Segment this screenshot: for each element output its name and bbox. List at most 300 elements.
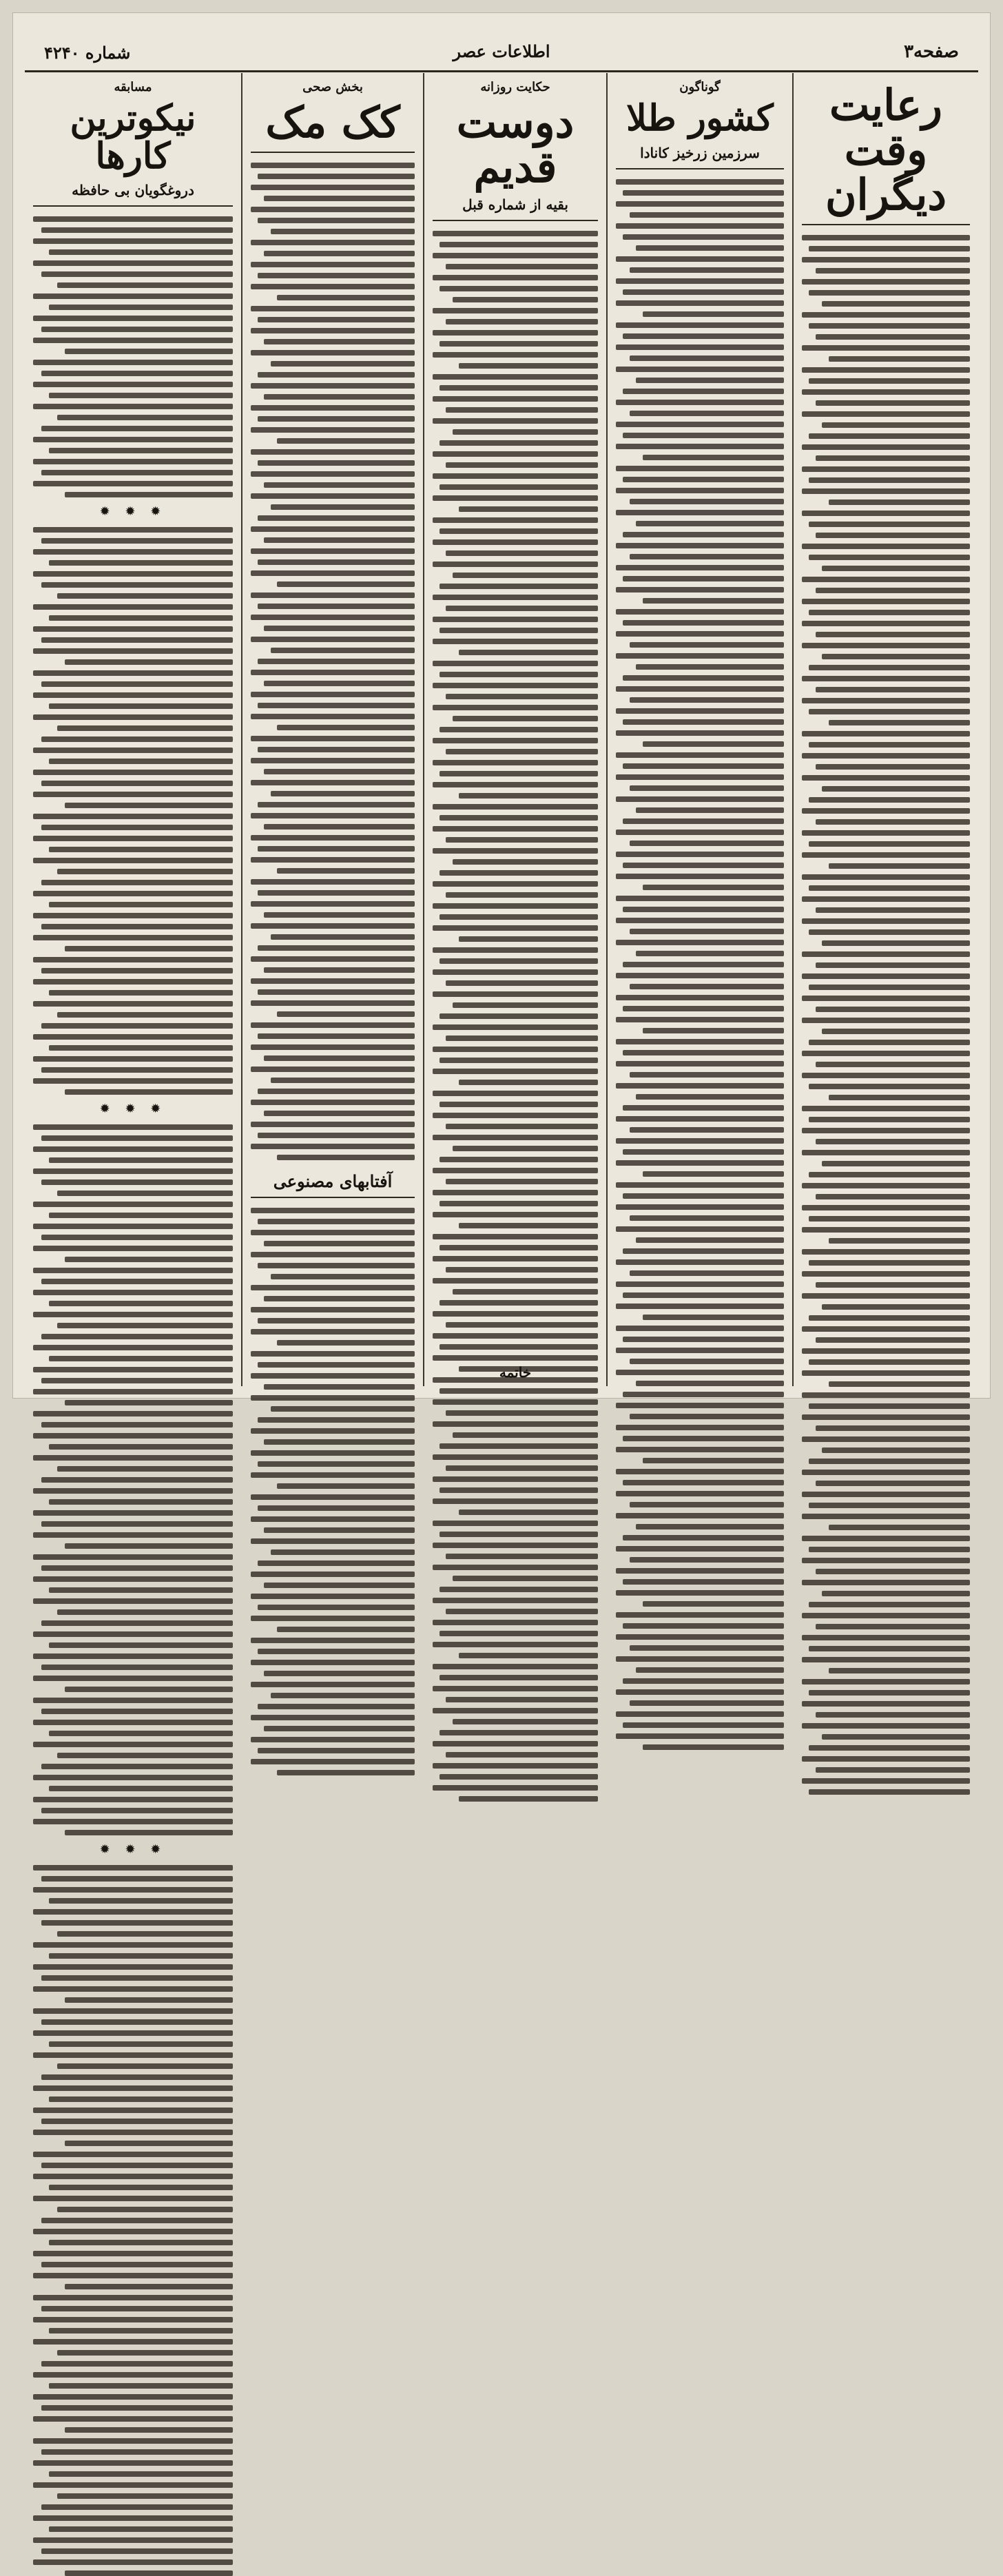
body-line [49, 2471, 233, 2477]
body-line [440, 1013, 598, 1019]
body-line [251, 526, 415, 532]
body-line [41, 2449, 233, 2455]
body-line [251, 1660, 415, 1665]
body-line [802, 621, 970, 626]
body-line [41, 2074, 233, 2080]
body-line [49, 847, 233, 852]
body-line [33, 714, 233, 720]
body-line [41, 924, 233, 929]
body-line [33, 1124, 233, 1130]
body-line [33, 2130, 233, 2135]
body-line [41, 1808, 233, 1813]
body-line [802, 1271, 970, 1277]
body-line [809, 742, 970, 748]
body-line [802, 1051, 970, 1056]
body-line [251, 1638, 415, 1643]
body-line [433, 231, 598, 236]
body-line [433, 451, 598, 457]
body-line [49, 1499, 233, 1505]
body-line [809, 1216, 970, 1222]
body-line [433, 925, 598, 931]
body-line [33, 935, 233, 940]
body-line [251, 1122, 415, 1127]
body-line [33, 571, 233, 577]
body-line [65, 349, 233, 354]
body-line [41, 2361, 233, 2367]
body-line [264, 394, 415, 400]
column-5 [25, 73, 241, 1857]
body-line [41, 1620, 233, 1626]
body-line [630, 1359, 784, 1364]
body-line [616, 444, 784, 449]
body-line [616, 278, 784, 284]
body-line [446, 1697, 598, 1702]
body-line [440, 1344, 598, 1350]
body-line [41, 1709, 233, 1714]
body-line [33, 481, 233, 486]
body-line [33, 2438, 233, 2444]
body-line [33, 1653, 233, 1659]
body-line [251, 1285, 415, 1290]
body-line [41, 470, 233, 475]
body-line [616, 1017, 784, 1022]
newspaper-page [12, 12, 991, 1857]
body-line [41, 2262, 233, 2267]
body-line [440, 286, 598, 291]
column-2-section-label: گوناگون [679, 80, 721, 94]
body-line [57, 1323, 233, 1328]
body-line [446, 1267, 598, 1272]
body-line [433, 1454, 598, 1460]
body-line [433, 1565, 598, 1570]
body-line [41, 2119, 233, 2124]
body-line [258, 802, 415, 807]
body-line [616, 1634, 784, 1640]
body-line [41, 2218, 233, 2223]
body-line [616, 874, 784, 879]
body-line [802, 1679, 970, 1684]
body-line [49, 560, 233, 566]
body-line [623, 1149, 784, 1155]
body-line [616, 995, 784, 1000]
body-line [41, 426, 233, 431]
column-5-rule [33, 205, 233, 207]
body-line [816, 1007, 970, 1012]
column-5-body-lines-4 [33, 1864, 233, 2576]
body-line [433, 539, 598, 545]
body-line [33, 1576, 233, 1582]
body-line [809, 1503, 970, 1508]
body-line [33, 1488, 233, 1494]
body-line [440, 727, 598, 732]
body-line [65, 1089, 233, 1095]
body-line [33, 1909, 233, 1915]
body-line [802, 411, 970, 417]
body-line [630, 212, 784, 218]
body-line [459, 1509, 598, 1515]
column-3-headline: دوست قدیم [456, 97, 575, 193]
body-line [802, 1348, 970, 1354]
body-line [616, 852, 784, 857]
body-line [440, 1587, 598, 1592]
body-line [33, 1455, 233, 1461]
body-line [433, 1741, 598, 1746]
body-line [616, 1281, 784, 1287]
body-line [277, 1340, 415, 1346]
body-line [630, 697, 784, 703]
body-line [251, 813, 415, 818]
body-line [616, 1182, 784, 1188]
body-line [453, 1576, 598, 1581]
body-line [264, 537, 415, 543]
body-line [616, 1612, 784, 1618]
body-line [440, 1201, 598, 1206]
body-line [65, 2284, 233, 2289]
body-line [446, 1322, 598, 1328]
body-line [643, 598, 784, 604]
body-line [816, 632, 970, 637]
body-line [33, 836, 233, 841]
body-line [440, 1532, 598, 1537]
body-line [822, 1304, 970, 1310]
body-line [453, 1146, 598, 1151]
body-line [251, 901, 415, 907]
body-line [33, 2085, 233, 2091]
body-line [802, 973, 970, 979]
body-line [57, 2493, 233, 2499]
body-line [33, 1942, 233, 1948]
body-line [802, 1778, 970, 1784]
body-line [33, 1146, 233, 1152]
body-line [258, 659, 415, 664]
body-line [49, 703, 233, 709]
body-line [33, 549, 233, 555]
body-line [623, 962, 784, 967]
body-line [433, 1421, 598, 1427]
body-line [41, 637, 233, 643]
body-line [33, 1631, 233, 1637]
body-line [33, 1986, 233, 1992]
body-line [636, 1237, 784, 1243]
body-line [271, 1549, 415, 1555]
body-line [33, 979, 233, 985]
column-2-headline: کشور طلا [626, 97, 774, 139]
column-2 [606, 73, 792, 1386]
body-line [459, 363, 598, 369]
body-line [440, 242, 598, 247]
body-line [616, 1083, 784, 1089]
body-line [809, 929, 970, 935]
column-3 [423, 73, 606, 1386]
body-line [33, 1797, 233, 1802]
body-line [802, 1580, 970, 1585]
body-line [809, 1745, 970, 1751]
body-line [49, 305, 233, 310]
body-line [643, 1744, 784, 1750]
body-line [41, 1422, 233, 1428]
body-line [809, 665, 970, 670]
body-line [802, 1492, 970, 1497]
body-line [446, 694, 598, 699]
body-line [433, 374, 598, 380]
body-line [616, 940, 784, 945]
body-line [433, 991, 598, 997]
column-4-headline: کک مک [265, 97, 400, 147]
body-line [623, 1105, 784, 1111]
body-line [433, 1476, 598, 1482]
body-line [822, 566, 970, 571]
column-1-body-lines [802, 234, 970, 1795]
body-line [251, 1373, 415, 1379]
body-line [251, 1428, 415, 1434]
body-line [433, 1024, 598, 1030]
body-line [802, 830, 970, 836]
body-line [433, 760, 598, 765]
body-line [258, 218, 415, 223]
body-line [49, 1898, 233, 1904]
body-line [630, 1414, 784, 1419]
body-line [33, 2372, 233, 2378]
body-line [33, 2030, 233, 2036]
body-line [33, 1819, 233, 1824]
body-line [440, 1631, 598, 1636]
body-line [251, 1616, 415, 1621]
body-line [251, 1144, 415, 1149]
body-line [822, 1447, 970, 1453]
body-line [57, 2350, 233, 2356]
body-line [623, 1579, 784, 1585]
body-line [258, 945, 415, 951]
body-line [433, 561, 598, 567]
body-line [41, 538, 233, 544]
body-line [433, 738, 598, 743]
body-line [49, 393, 233, 398]
body-line [616, 1513, 784, 1518]
body-line [816, 907, 970, 913]
body-line [41, 1975, 233, 1981]
column-5-headline: نیکوترین کارها [70, 97, 196, 177]
body-line [41, 1378, 233, 1383]
body-line [33, 1268, 233, 1273]
body-line [271, 648, 415, 653]
body-line [33, 1367, 233, 1372]
body-line [271, 1274, 415, 1279]
body-line [264, 967, 415, 973]
body-line [433, 1399, 598, 1405]
body-line [802, 1635, 970, 1640]
body-line [616, 1733, 784, 1739]
body-line [446, 837, 598, 843]
body-line [809, 1260, 970, 1266]
body-line [636, 951, 784, 956]
body-line [264, 1671, 415, 1676]
body-line [440, 1487, 598, 1493]
body-line [49, 615, 233, 621]
body-line [251, 1682, 415, 1687]
body-line [49, 1444, 233, 1450]
body-line [440, 385, 598, 391]
body-line [440, 1730, 598, 1735]
column-5-body-lines-1 [33, 215, 233, 497]
body-line [65, 1543, 233, 1549]
body-line [440, 584, 598, 589]
body-line [630, 1502, 784, 1507]
body-line [459, 793, 598, 798]
body-line [41, 781, 233, 786]
body-line [816, 455, 970, 461]
body-line [440, 1157, 598, 1162]
body-line [616, 1348, 784, 1353]
body-line [630, 1215, 784, 1221]
body-line [264, 1241, 415, 1246]
body-line [251, 350, 415, 356]
body-line [643, 741, 784, 747]
body-line [809, 1172, 970, 1177]
body-line [258, 273, 415, 278]
body-line [271, 361, 415, 367]
body-line [802, 488, 970, 494]
body-line [809, 1359, 970, 1365]
body-line [264, 1384, 415, 1390]
body-line [33, 1887, 233, 1893]
body-line [630, 1557, 784, 1563]
body-line [433, 903, 598, 909]
body-line [33, 1411, 233, 1416]
body-line [33, 1433, 233, 1439]
body-line [433, 1234, 598, 1239]
body-line [802, 1018, 970, 1023]
body-line [251, 1494, 415, 1500]
body-line [802, 389, 970, 395]
body-line [643, 1315, 784, 1320]
body-line [33, 1775, 233, 1780]
body-line [623, 1193, 784, 1199]
body-line [251, 978, 415, 984]
body-line [33, 692, 233, 698]
body-line [829, 1095, 970, 1100]
body-line [433, 1256, 598, 1261]
body-line [816, 1194, 970, 1199]
body-line [802, 698, 970, 703]
body-line [802, 1536, 970, 1541]
body-line [433, 396, 598, 402]
body-line [433, 1642, 598, 1647]
body-line [446, 1124, 598, 1129]
body-line [802, 996, 970, 1001]
body-line [41, 1023, 233, 1029]
body-line [643, 1171, 784, 1177]
body-line [802, 1183, 970, 1188]
body-line [433, 1091, 598, 1096]
body-line [33, 1345, 233, 1350]
body-line [630, 642, 784, 648]
body-line [816, 1062, 970, 1067]
body-line [616, 256, 784, 262]
body-line [33, 1598, 233, 1604]
body-line [623, 1337, 784, 1342]
body-line [251, 427, 415, 433]
body-line [802, 643, 970, 648]
body-line [33, 2273, 233, 2278]
body-line [829, 356, 970, 362]
column-1-headline: رعایت وقت دیگران [825, 80, 947, 220]
body-line [829, 720, 970, 725]
body-line [822, 786, 970, 792]
body-line [433, 1069, 598, 1074]
body-line [816, 334, 970, 340]
body-line [616, 830, 784, 835]
body-line [433, 1311, 598, 1317]
body-line [33, 792, 233, 797]
column-4-body-lines-bottom [251, 1206, 415, 1775]
body-line [440, 1058, 598, 1063]
body-line [33, 2416, 233, 2422]
body-line [33, 1290, 233, 1295]
body-line [49, 2041, 233, 2047]
body-line [33, 360, 233, 365]
body-line [802, 1514, 970, 1519]
body-line [459, 506, 598, 512]
body-line [251, 1208, 415, 1213]
body-line [809, 1646, 970, 1651]
body-line [258, 372, 415, 378]
body-line [49, 1301, 233, 1306]
body-line [616, 1711, 784, 1717]
body-line [616, 201, 784, 207]
body-line [802, 1249, 970, 1255]
body-line [33, 2052, 233, 2058]
body-line [802, 1756, 970, 1762]
body-line [65, 2427, 233, 2433]
body-line [809, 323, 970, 329]
body-line [433, 517, 598, 523]
body-line [630, 1127, 784, 1133]
body-line [264, 769, 415, 774]
body-line [809, 1084, 970, 1089]
body-line [49, 1045, 233, 1051]
body-line [264, 1583, 415, 1588]
body-line [251, 615, 415, 620]
body-line [809, 885, 970, 891]
body-line [440, 914, 598, 920]
body-line [623, 1480, 784, 1485]
body-line [616, 752, 784, 758]
body-line [816, 1624, 970, 1629]
column-3-bottom-note: خاتمه [499, 1364, 532, 1381]
body-line [49, 2383, 233, 2389]
body-line [264, 1111, 415, 1116]
body-line [57, 1609, 233, 1615]
body-line [616, 1116, 784, 1122]
body-line [57, 282, 233, 288]
body-line [822, 1734, 970, 1740]
body-line [446, 407, 598, 413]
column-2-subhead: سرزمین زرخیز کانادا [640, 144, 760, 161]
body-line [616, 730, 784, 736]
column-3-subhead: بقیه از شماره قبل [462, 196, 568, 214]
body-line [616, 774, 784, 780]
body-line [49, 2240, 233, 2245]
body-line [440, 1245, 598, 1250]
body-line [446, 1035, 598, 1041]
body-line [33, 2295, 233, 2300]
body-line [258, 1362, 415, 1368]
body-line [623, 1678, 784, 1684]
body-line [440, 1102, 598, 1107]
body-line [264, 1527, 415, 1533]
body-line [41, 736, 233, 742]
body-line [33, 1389, 233, 1394]
